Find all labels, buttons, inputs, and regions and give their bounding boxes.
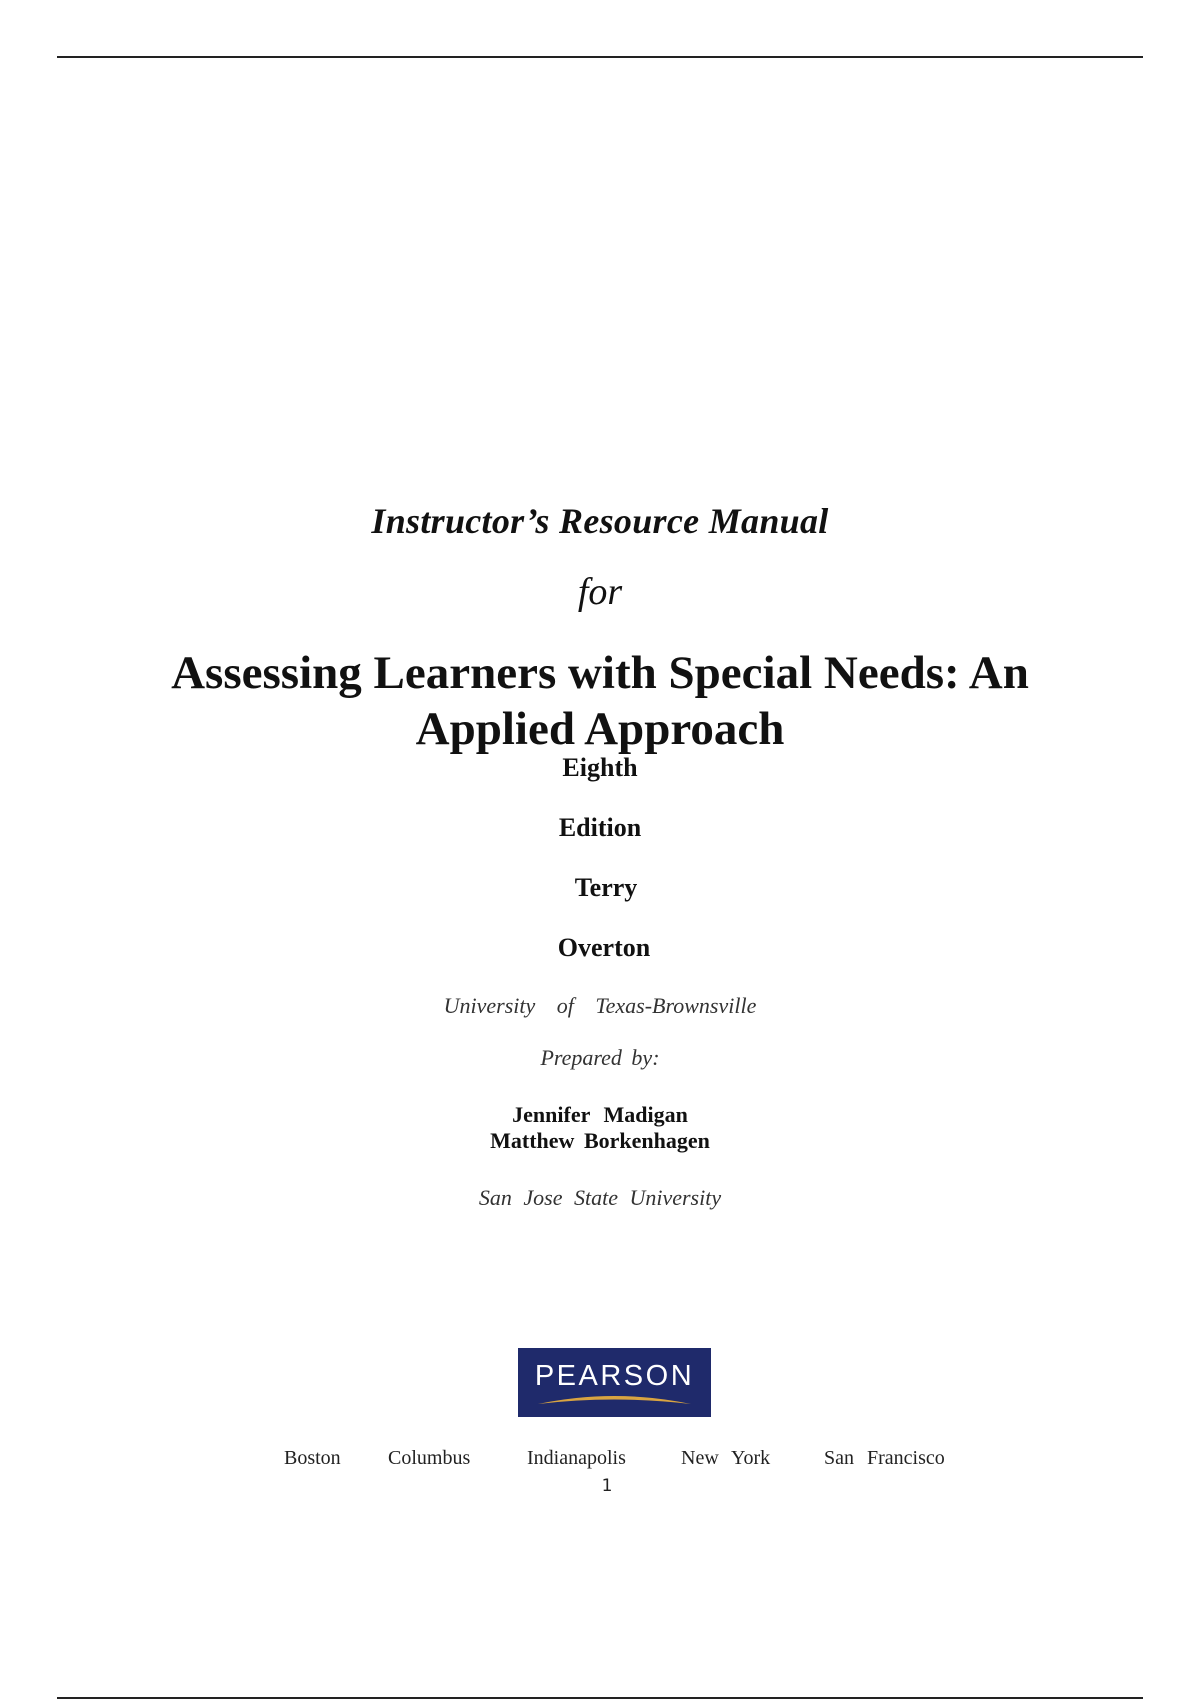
edition-line-2: Edition <box>558 813 642 842</box>
city-name: San Francisco <box>824 1447 945 1469</box>
city-name: Boston <box>284 1447 341 1469</box>
book-title <box>0 645 1200 757</box>
manual-title: Instructor’s Resource Manual <box>371 501 829 541</box>
pearson-logo <box>518 1348 711 1417</box>
author-first-name: Terry <box>574 873 638 902</box>
prepared-by-label: Prepared by: <box>540 1045 660 1070</box>
book-title-line-2: Applied Approach <box>415 703 785 755</box>
preparer-name: Matthew Borkenhagen <box>490 1128 710 1153</box>
edition-line-1: Eighth <box>562 753 638 782</box>
book-title-line-1: Assessing Learners with Special Needs: An <box>171 647 1029 699</box>
pearson-logo-text: PEARSON <box>534 1360 695 1392</box>
preparer-affiliation: San Jose State University <box>478 1185 722 1210</box>
city-name: Columbus <box>388 1447 471 1469</box>
preparer-name: Jennifer Madigan <box>512 1102 688 1127</box>
author-last-name: Overton <box>557 933 651 962</box>
city-name: New York <box>681 1447 771 1469</box>
for-word: for <box>577 571 623 613</box>
top-rule <box>57 56 1143 58</box>
page-number: 1 <box>601 1476 613 1496</box>
bottom-rule <box>57 1697 1143 1699</box>
publisher-cities <box>0 1447 1200 1473</box>
author-affiliation: University of Texas-Brownsville <box>443 993 757 1018</box>
logo-swoosh-icon <box>536 1392 693 1406</box>
city-name: Indianapolis <box>527 1447 626 1469</box>
